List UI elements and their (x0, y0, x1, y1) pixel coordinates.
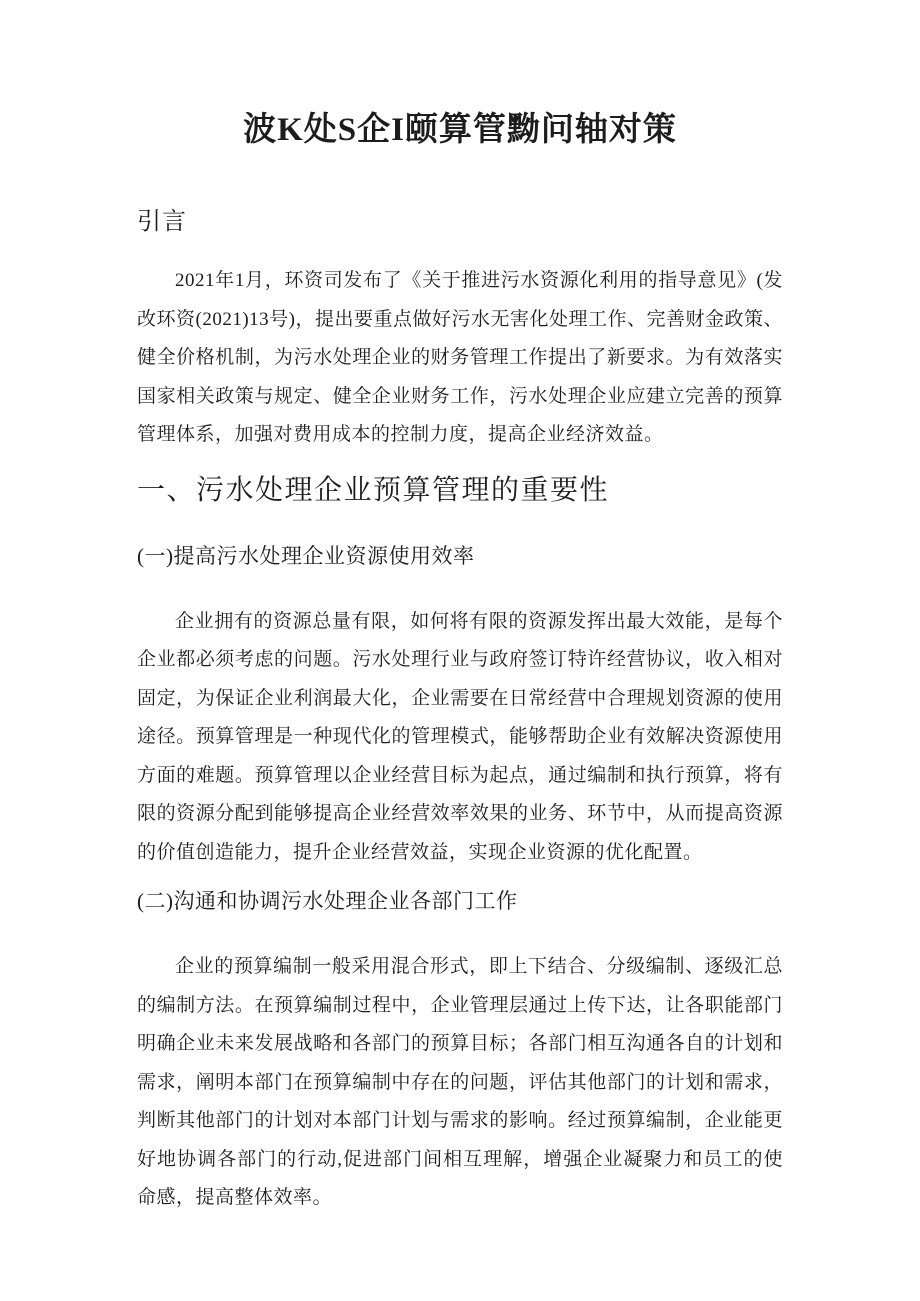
section1-heading: 一、污水处理企业预算管理的重要性 (137, 474, 610, 506)
intro-heading: 引言 (137, 209, 187, 235)
intro-paragraph: 2021年1月，环资司发布了《关于推进污水资源化利用的指导意见》(发改环资(2021)13号)，提出要重点做好污水无害化处理工作、完善财金政策、健全价格机制，为污水处理企业的财务管理工作提出了新要求。为有效落实国家相关政策与规定、健全企业财务工作，污水处理企业应建立完善的预算管理体系，加强对费用成本的控制力度，提高企业经济效益。 (137, 270, 783, 445)
section1-sub2-paragraph: 企业的预算编制一般采用混合形式，即上下结合、分级编制、逐级汇总的编制方法。在预算编制过程中，企业管理层通过上传下达，让各职能部门明确企业未来发展战略和各部门的预算目标；各部门相互沟通各自的计划和需求，阐明本部门在预算编制中存在的问题，评估其他部门的计划和需求，判断其他部门的计划对本部门计划与需求的影响。经过预算编制，企业能更好地协调各部门的行动,促进部门间相互理解，增强企业凝聚力和员工的使命感，提高整体效率。 (137, 956, 783, 1208)
section1-sub2-heading: (二)沟通和协调污水处理企业各部门工作 (137, 889, 518, 913)
document-title: 波K处S企I颐算管黝问轴对策 (243, 112, 677, 148)
section1-sub1-paragraph: 企业拥有的资源总量有限，如何将有限的资源发挥出最大效能，是每个企业都必须考虑的问题。污水处理行业与政府签订特许经营协议，收入相对固定，为保证企业利润最大化，企业需要在日常经营中合理规划资源的使用途径。预算管理是一种现代化的管理模式，能够帮助企业有效解决资源使用方面的难题。预算管理以企业经营目标为起点，通过编制和执行预算，将有限的资源分配到能够提高企业经营效率效果的业务、环节中，从而提高资源的价值创造能力，提升企业经营效益，实现企业资源的优化配置。 (137, 610, 783, 863)
section1-sub1-heading: (一)提高污水处理企业资源使用效率 (137, 543, 475, 568)
